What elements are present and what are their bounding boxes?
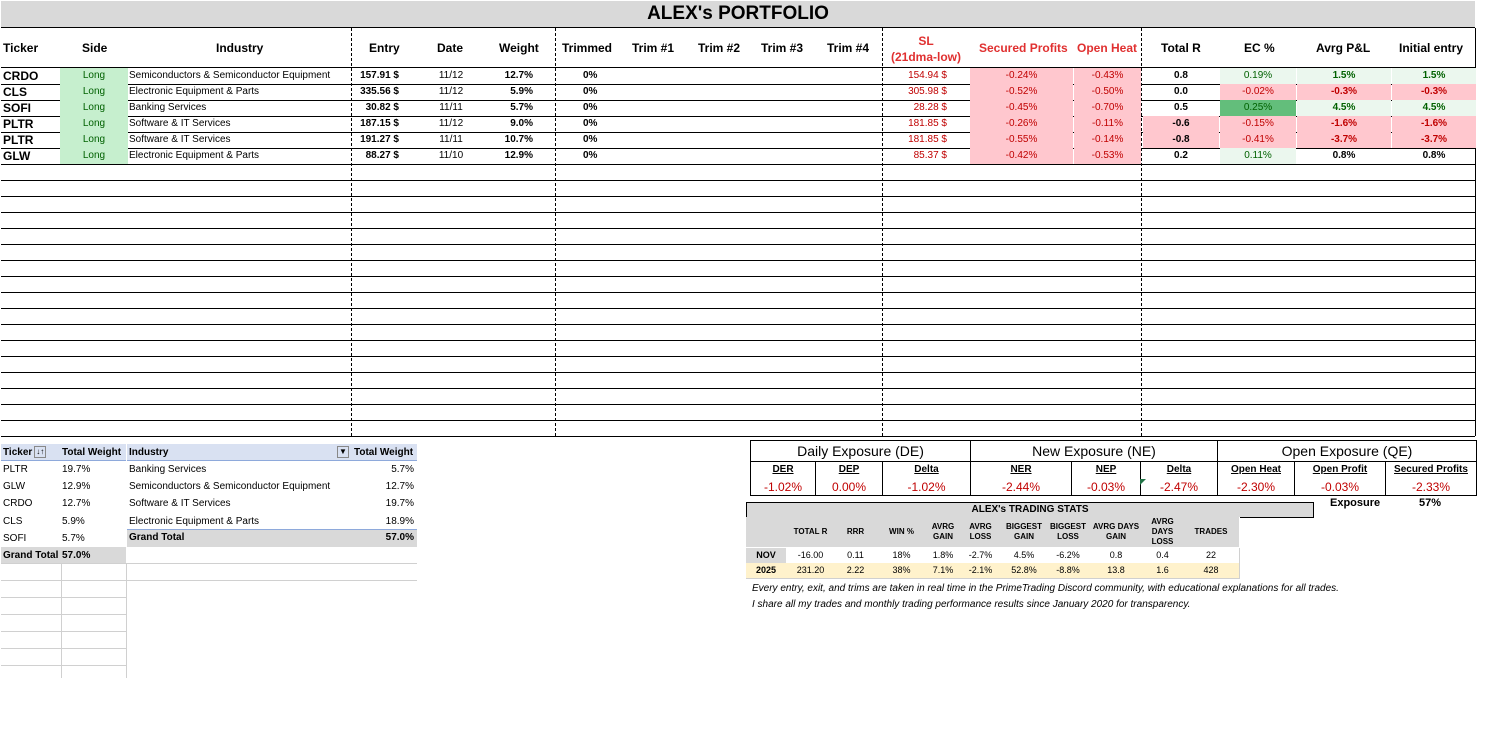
- empty-row: [1, 180, 1475, 197]
- grid-line: [1, 614, 126, 615]
- trading-stats-title: ALEX's TRADING STATS: [746, 502, 1314, 518]
- stats-cell: 7.1%: [927, 563, 960, 579]
- new-delta-value: -2.47%: [1159, 480, 1199, 494]
- pivot-industry-weight: 12.7%: [385, 481, 414, 493]
- pivot-industry-name: Semiconductors & Semiconductor Equipment: [129, 481, 331, 493]
- table-row: [1, 132, 1475, 149]
- grid-line: [1, 631, 126, 632]
- cell-avg-pl: 4.5%: [1297, 100, 1391, 116]
- pivot-ticker-grand-label: Grand Total: [3, 550, 59, 561]
- cell-avg-pl: 0.8%: [1332, 150, 1356, 161]
- cell-avg-pl: -1.6%: [1297, 116, 1391, 132]
- header-trimmed: Trimmed: [562, 41, 613, 55]
- nep-value: -0.03%: [1086, 480, 1126, 494]
- pivot-ticker-name: CLS: [3, 515, 23, 527]
- header-date: Date: [437, 41, 464, 55]
- empty-row: [1, 324, 1475, 341]
- open-exposure-title: Open Exposure (QE): [1218, 441, 1476, 462]
- stats-header: AVRG LOSS: [959, 517, 1003, 547]
- cell-sl: 85.37 $: [913, 150, 947, 161]
- cell-entry: 187.15 $: [360, 118, 399, 129]
- stats-cell: 0.11: [835, 548, 877, 564]
- stats-header: WIN %: [876, 517, 928, 547]
- cell-weight: 10.7%: [504, 134, 533, 145]
- cell-weight: 12.7%: [504, 70, 533, 81]
- grid-line: [126, 563, 127, 678]
- cell-ticker: CRDO: [3, 69, 39, 83]
- table-row: [1, 148, 1475, 165]
- cell-heat: -0.70%: [1074, 100, 1141, 116]
- pivot-ticker-weight: 19.7%: [62, 464, 91, 475]
- stats-cell: 18%: [876, 548, 928, 564]
- dep-label: DEP: [838, 464, 860, 475]
- stats-header: AVRG DAYS GAIN: [1090, 517, 1143, 547]
- stats-cell: -8.8%: [1046, 563, 1091, 579]
- empty-row: [1, 244, 1475, 261]
- pivot-ticker-grand-value: 57.0%: [62, 550, 91, 561]
- pivot-industry-weight: 5.7%: [391, 464, 414, 475]
- der-value: -1.02%: [763, 480, 803, 494]
- cell-initial: 0.8%: [1422, 150, 1446, 161]
- cell-sl: 181.85 $: [908, 134, 947, 145]
- stats-header: BIGGEST LOSS: [1046, 517, 1091, 547]
- empty-row: [1, 420, 1475, 437]
- cell-date: 11/12: [438, 70, 464, 81]
- cell-ec: -0.41%: [1220, 132, 1296, 148]
- pivot-ticker-name: SOFI: [3, 532, 27, 544]
- pivot-ticker-weight: 12.7%: [62, 498, 91, 510]
- header-sl: [883, 33, 969, 65]
- cell-industry: Software & IT Services: [129, 134, 231, 145]
- daily-delta-label: Delta: [914, 464, 939, 475]
- stats-cell: -16.00: [786, 548, 836, 564]
- cell-entry: 88.27 $: [365, 150, 399, 161]
- grid-line: [1, 665, 126, 666]
- exposure-value: 57%: [1419, 497, 1442, 509]
- cell-total-r: -0.8: [1143, 132, 1219, 148]
- cell-heat: -0.11%: [1074, 116, 1141, 132]
- comment-marker-icon: [1140, 479, 1146, 485]
- daily-delta-value: -1.02%: [907, 480, 946, 494]
- cell-weight: 5.9%: [510, 86, 533, 97]
- cell-ticker: PLTR: [3, 117, 34, 131]
- cell-sl: 305.98 $: [908, 86, 947, 97]
- cell-ticker: GLW: [3, 149, 31, 163]
- sort-filter-icon[interactable]: ↓↑: [36, 447, 45, 457]
- note-line-2: I share all my trades and monthly trading performance results since January 2020 for transparency.: [752, 599, 1191, 610]
- stats-cell: 2.22: [835, 563, 877, 579]
- cell-industry: Software & IT Services: [129, 118, 231, 129]
- pivot-ticker-col2: Total Weight: [62, 447, 122, 458]
- cell-sl: 181.85 $: [908, 118, 947, 129]
- cell-industry: Semiconductors & Semiconductor Equipment: [129, 70, 331, 81]
- exposure-panel: [750, 440, 1477, 496]
- cell-ec: 0.25%: [1220, 100, 1296, 116]
- empty-row: [1, 404, 1475, 421]
- header-trim1: Trim #1: [632, 41, 675, 55]
- cell-avg-pl: 1.5%: [1297, 68, 1391, 84]
- cell-total-r: 0.2: [1174, 150, 1188, 161]
- cell-ticker: SOFI: [3, 101, 32, 115]
- stats-cell: 4.5%: [1002, 548, 1047, 564]
- new-exposure-title: New Exposure (NE): [971, 441, 1218, 462]
- header-total-r: Total R: [1161, 41, 1201, 55]
- cell-date: 11/12: [438, 86, 464, 97]
- cell-entry: 157.91 $: [360, 70, 399, 81]
- open-profit-value: -0.03%: [1320, 480, 1360, 494]
- cell-ec: -0.15%: [1220, 116, 1296, 132]
- exposure-label: Exposure: [1330, 497, 1381, 509]
- grid-line: [1, 648, 126, 649]
- cell-heat: -0.53%: [1074, 148, 1141, 164]
- stats-cell: 52.8%: [1002, 563, 1047, 579]
- cell-initial: -3.7%: [1392, 132, 1476, 148]
- header-trim4: Trim #4: [827, 41, 870, 55]
- pivot-ticker-name: PLTR: [3, 464, 28, 475]
- cell-secured: -0.24%: [970, 68, 1073, 84]
- nep-label: NEP: [1095, 464, 1117, 475]
- cell-total-r: -0.6: [1143, 116, 1219, 132]
- header-initial-entry: Initial entry: [1399, 41, 1464, 55]
- stats-cell: 1.8%: [927, 548, 960, 564]
- header-ticker: Ticker: [3, 41, 39, 55]
- grid-line: [61, 563, 62, 678]
- pivot-industry-name: Banking Services: [129, 464, 207, 475]
- stats-cell: 231.20: [786, 563, 836, 579]
- cell-ticker: PLTR: [3, 133, 34, 147]
- portfolio-title: ALEX's PORTFOLIO: [1, 1, 1475, 28]
- stats-cell: 428: [1183, 563, 1240, 579]
- empty-row: [1, 276, 1475, 293]
- secured-profits-label: Secured Profits: [1394, 464, 1468, 475]
- cell-total-r: 0.0: [1174, 86, 1188, 97]
- cell-date: 11/11: [439, 102, 463, 113]
- cell-secured: -0.45%: [970, 100, 1073, 116]
- cell-secured: -0.26%: [970, 116, 1073, 132]
- cell-heat: -0.43%: [1074, 68, 1141, 84]
- cell-secured: -0.52%: [970, 84, 1073, 100]
- stats-header: AVRG DAYS LOSS: [1142, 517, 1184, 547]
- header-side: Side: [82, 41, 108, 55]
- new-delta-label: Delta: [1166, 464, 1192, 475]
- empty-row: [1, 292, 1475, 309]
- stats-corner: [746, 517, 787, 547]
- daily-exposure-title: Daily Exposure (DE): [751, 441, 971, 462]
- table-row: [1, 100, 1475, 117]
- empty-row: [1, 164, 1475, 181]
- cell-total-r: 0.5: [1174, 102, 1188, 113]
- header-sl-line2: (21dma-low): [890, 50, 961, 64]
- open-profit-label: Open Profit: [1312, 464, 1368, 475]
- stats-cell: 38%: [876, 563, 928, 579]
- empty-row: [1, 356, 1475, 373]
- table-row: [1, 84, 1475, 101]
- cell-sl: 154.94 $: [908, 70, 947, 81]
- cell-avg-pl: -3.7%: [1297, 132, 1391, 148]
- header-ec: EC %: [1244, 41, 1275, 55]
- cell-ec: 0.11%: [1220, 148, 1296, 164]
- empty-row: [1, 260, 1475, 277]
- cell-trimmed: 0%: [583, 150, 598, 161]
- ner-label: NER: [1010, 464, 1032, 475]
- cell-date: 11/10: [438, 150, 464, 161]
- empty-row: [1, 228, 1475, 245]
- stats-header: AVRG GAIN: [927, 517, 960, 547]
- open-heat-value: -2.30%: [1236, 480, 1276, 494]
- cell-weight: 9.0%: [510, 118, 533, 129]
- cell-initial: 1.5%: [1392, 68, 1476, 84]
- stats-cell: 22: [1183, 548, 1240, 564]
- table-row: [1, 116, 1475, 133]
- header-open-heat: Open Heat: [1077, 41, 1138, 55]
- secured-profits-value: -2.33%: [1411, 480, 1451, 494]
- cell-entry: 191.27 $: [360, 134, 399, 145]
- cell-entry: 30.82 $: [365, 102, 399, 113]
- empty-row: [1, 388, 1475, 405]
- header-avg-pl: Avrg P&L: [1316, 41, 1371, 55]
- pivot-ticker-name: CRDO: [3, 498, 33, 510]
- table-row: [1, 68, 1475, 85]
- stats-row-label: 2025: [746, 563, 787, 579]
- cell-date: 11/11: [439, 134, 463, 145]
- header-entry: Entry: [369, 41, 400, 55]
- stats-cell: -2.1%: [959, 563, 1003, 579]
- cell-industry: Banking Services: [129, 102, 207, 113]
- header-industry: Industry: [216, 41, 264, 55]
- cell-avg-pl: -0.3%: [1297, 84, 1391, 100]
- empty-row: [1, 196, 1475, 213]
- empty-row: [1, 212, 1475, 229]
- cell-total-r: 0.8: [1174, 70, 1188, 81]
- stats-cell: 13.8: [1090, 563, 1143, 579]
- grid-line: [1, 563, 417, 564]
- stats-cell: -2.7%: [959, 548, 1003, 564]
- grid-line: [1, 597, 126, 598]
- pivot-industry-col2: Total Weight: [354, 447, 414, 458]
- header-trim2: Trim #2: [698, 41, 741, 55]
- stats-cell: 1.6: [1142, 563, 1184, 579]
- cell-date: 11/12: [438, 118, 464, 129]
- pivot-ticker-weight: 5.9%: [62, 515, 85, 527]
- cell-side: Long: [60, 68, 128, 84]
- pivot-ticker-col1: Ticker ↓↑: [3, 447, 45, 458]
- stats-cell: -6.2%: [1046, 548, 1091, 564]
- stats-row-label: NOV: [746, 548, 787, 564]
- ner-value: -2.44%: [1001, 480, 1041, 494]
- empty-row: [1, 372, 1475, 389]
- note-line-1: Every entry, exit, and trims are taken in real time in the PrimeTrading Discord community, with educational explanations for all trades.: [752, 583, 1339, 594]
- cell-entry: 335.56 $: [360, 86, 399, 97]
- stats-header: TOTAL R: [786, 517, 836, 547]
- cell-industry: Electronic Equipment & Parts: [129, 86, 260, 97]
- pivot-ticker-weight: 12.9%: [62, 481, 91, 493]
- cell-trimmed: 0%: [583, 118, 598, 129]
- header-trim3: Trim #3: [761, 41, 804, 55]
- cell-side: Long: [60, 132, 128, 148]
- cell-initial: -1.6%: [1392, 116, 1476, 132]
- cell-trimmed: 0%: [583, 70, 598, 81]
- stats-cell: 0.8: [1090, 548, 1143, 564]
- pivot-industry-col1: Industry: [129, 447, 169, 458]
- grid-line: [1, 580, 417, 581]
- cell-side: Long: [60, 84, 128, 100]
- cell-industry: Electronic Equipment & Parts: [129, 150, 260, 161]
- cell-ec: 0.19%: [1220, 68, 1296, 84]
- cell-trimmed: 0%: [583, 134, 598, 145]
- cell-trimmed: 0%: [583, 86, 598, 97]
- stats-header: RRR: [835, 517, 877, 547]
- dep-value: 0.00%: [831, 480, 867, 494]
- pivot-industry-name: Electronic Equipment & Parts: [129, 515, 260, 527]
- header-sl-line1: SL: [918, 34, 934, 48]
- cell-sl: 28.28 $: [913, 102, 947, 113]
- cell-heat: -0.14%: [1074, 132, 1141, 148]
- cell-initial: 4.5%: [1392, 100, 1476, 116]
- cell-trimmed: 0%: [583, 102, 598, 113]
- cell-ec: -0.02%: [1220, 84, 1296, 100]
- cell-secured: -0.55%: [970, 132, 1073, 148]
- pivot-industry-grand-value: 57.0%: [385, 532, 414, 543]
- cell-secured: -0.42%: [970, 148, 1073, 164]
- der-label: DER: [772, 464, 794, 475]
- pivot-ticker-name: GLW: [3, 481, 26, 493]
- pivot-ticker-weight: 5.7%: [62, 532, 85, 544]
- empty-row: [1, 308, 1475, 325]
- cell-weight: 12.9%: [504, 150, 533, 161]
- cell-side: Long: [60, 116, 128, 132]
- pivot-industry-name: Software & IT Services: [129, 498, 231, 510]
- filter-icon[interactable]: ▼: [335, 444, 349, 461]
- cell-ticker: CLS: [3, 85, 27, 99]
- header-secured-profits: Secured Profits: [979, 41, 1068, 55]
- cell-side: Long: [60, 100, 128, 116]
- header-weight: Weight: [499, 41, 539, 55]
- stats-header: BIGGEST GAIN: [1002, 517, 1047, 547]
- cell-side: Long: [60, 148, 128, 164]
- cell-weight: 5.7%: [510, 102, 533, 113]
- pivot-industry-grand-label: Grand Total: [129, 532, 185, 543]
- cell-heat: -0.50%: [1074, 84, 1141, 100]
- pivot-industry-weight: 18.9%: [385, 515, 414, 527]
- open-heat-label: Open Heat: [1230, 464, 1281, 475]
- stats-header: TRADES: [1183, 517, 1240, 547]
- empty-row: [1, 340, 1475, 357]
- stats-cell: 0.4: [1142, 548, 1184, 564]
- cell-initial: -0.3%: [1392, 84, 1476, 100]
- pivot-industry-weight: 19.7%: [385, 498, 414, 510]
